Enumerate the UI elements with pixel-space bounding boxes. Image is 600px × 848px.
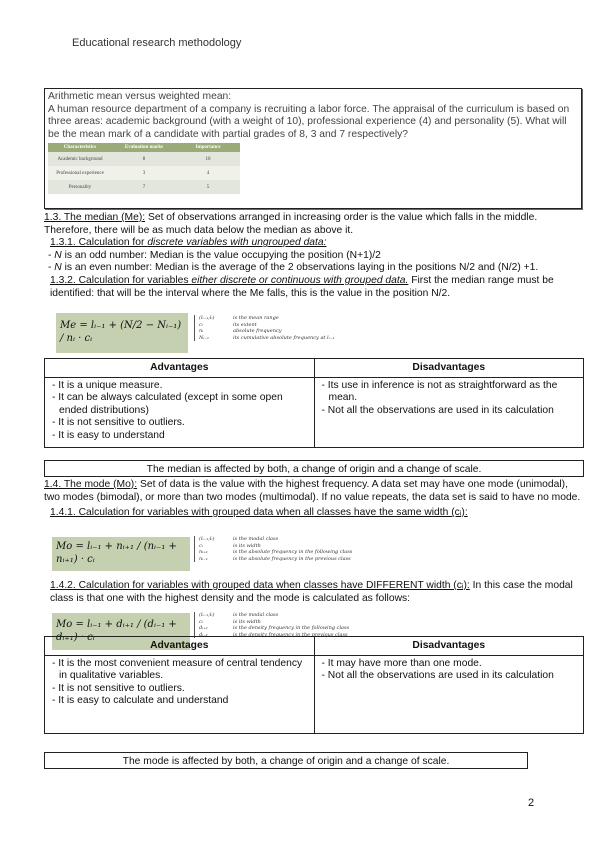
mode-heading: 1.4. The mode (Mo):	[44, 479, 138, 490]
th: Characteristics	[48, 143, 112, 152]
cell: 3	[112, 166, 176, 180]
advantages-header: Advantages	[45, 359, 315, 378]
cell: 5	[176, 180, 240, 194]
subsection-1-3-2	[44, 275, 584, 300]
table-row	[48, 180, 240, 194]
subsection-1-4-2	[44, 580, 584, 605]
list-item: - It is not sensitive to outliers.	[52, 682, 185, 694]
s142-text: In this case the modal class is that one with the highest density and the mode is calculated as follows:	[50, 580, 573, 604]
desc: is the modal class	[233, 536, 279, 542]
page-number: 2	[528, 797, 535, 809]
list-item: - It is easy to calculate and understand	[52, 695, 229, 707]
desc: is its width	[233, 618, 261, 625]
mode-section	[44, 479, 584, 520]
th: Importance	[176, 143, 240, 152]
disadvantages-cell	[314, 378, 584, 448]
disadvantages-cell	[314, 656, 584, 734]
list-item: - It may have more than one mode.	[321, 658, 482, 669]
s131-prefix: 1.3.1. Calculation for	[50, 237, 148, 249]
desc: is the absolute frequency in the following class	[233, 549, 353, 555]
symbol: cᵢ	[199, 618, 203, 625]
table-row	[48, 152, 240, 166]
list-item: - It is not sensitive to outliers.	[52, 417, 185, 429]
cell: Professional experience	[48, 166, 112, 180]
running-header: Educational research methodology	[72, 37, 242, 49]
subsection-1-3-1	[44, 237, 584, 250]
example-title: Arithmetic mean versus weighted mean:	[48, 91, 232, 102]
list-item: - It is a unique measure.	[52, 380, 163, 391]
desc: is the absolute frequency in the previous class	[233, 555, 351, 562]
list-item: - It is easy to understand	[52, 429, 165, 441]
desc: is its width	[233, 542, 261, 549]
desc: is the density frequency in the following class	[233, 625, 350, 631]
median-pros-cons-table	[44, 358, 584, 448]
table-row	[48, 166, 240, 180]
mode-formula-legend-1	[194, 536, 352, 562]
evaluation-table	[48, 143, 240, 194]
desc: its cumulative absolute frequency at lᵢ₋₁	[233, 334, 335, 341]
advantages-cell	[45, 656, 315, 734]
mode-text: Set of data is the value with the highest frequency. A data set may have one mode (unimodal), two modes (bimodal), or more than two modes (multimodal). If no value repeats, the data set is said to have no mode.	[44, 479, 581, 503]
desc: is the modal class	[233, 612, 279, 618]
s132-prefix: 1.3.2. Calculation for variables	[50, 274, 192, 286]
list-item: - Its use in inference is not as straightforward as the mean.	[321, 380, 558, 404]
cell: 8	[112, 152, 176, 166]
median-heading: 1.3. The median (Me):	[44, 212, 146, 223]
subsection-1-4-1: 1.4.1. Calculation for variables with grouped data when all classes have the same width (cᵢ):	[50, 507, 468, 519]
median-text: Set of observations arranged in increasing order is the value which falls in the middle. Therefore, there will be as much data below the median as above it.	[44, 212, 538, 236]
symbol: dᵢ₋₁	[199, 631, 208, 638]
median-formula-legend	[194, 315, 334, 341]
list-item: - Not all the observations are used in its calculation	[321, 404, 554, 416]
symbol: nᵢ₋₁	[199, 555, 208, 562]
n-symbol: N	[54, 262, 62, 274]
median-section	[44, 212, 584, 300]
symbol: cᵢ	[199, 542, 203, 549]
symbol: (lᵢ₋₁;lᵢ)	[199, 612, 215, 618]
mode-note-box: The mode is affected by both, a change of origin and a change of scale.	[44, 752, 528, 769]
cell: 7	[112, 180, 176, 194]
mode-formula-different-width: Mo = lᵢ₋₁ + dᵢ₊₁ / (dᵢ₋₁ + dᵢ₊₁) · cᵢ	[52, 613, 190, 650]
list-item: - Not all the observations are used in its calculation	[321, 670, 554, 682]
symbol: nᵢ₊₁	[199, 549, 208, 555]
s132-text: First the median range must be identified: that will be the interval where the Me falls, this is the value in the position N/2.	[50, 274, 554, 299]
example-text: A human resource department of a company is recruiting a labor force. The appraisal of the curriculum is based on three areas: academic background (with a weight of 10), professional experience (4) and personality (5). What will be the mean mark of a candidate with partial grades of 8, 3 and 7 respectively?	[48, 103, 570, 140]
even-case: - N is an even number: Median is the average of the 2 observations laying in the positions N/2 and (N/2) +1.	[48, 262, 539, 274]
mode-formula-equal-width: Mo = lᵢ₋₁ + nᵢ₊₁ / (nᵢ₋₁ + nᵢ₊₁) · cᵢ	[52, 537, 190, 571]
odd-text: is an odd number: Median is the value occupying the position (N+1)/2	[61, 249, 381, 261]
cell: 4	[176, 166, 240, 180]
symbol: cᵢ	[199, 321, 203, 328]
s131-italic: discrete variables with ungrouped data:	[147, 237, 327, 249]
symbol: dᵢ₊₁	[199, 625, 208, 631]
symbol: Nᵢ₋₁	[199, 334, 210, 341]
cell: Academic background	[48, 152, 112, 166]
mode-formula-legend-2	[194, 612, 349, 638]
desc: its extent	[233, 321, 257, 328]
cell: 10	[176, 152, 240, 166]
s132-italic: either discrete or continuous with grouped data.	[191, 274, 409, 286]
example-box	[44, 88, 582, 209]
mode-intro	[44, 479, 584, 504]
cell: Personality	[48, 180, 112, 194]
median-formula: Me = lᵢ₋₁ + (N/2 − Nᵢ₋₁) / nᵢ · cᵢ	[56, 313, 188, 353]
symbol: nᵢ	[199, 328, 204, 334]
desc: absolute frequency	[233, 328, 282, 334]
list-item: - It is the most convenient measure of central tendency in qualitative variables.	[52, 658, 303, 682]
advantages-cell	[45, 378, 315, 448]
median-intro	[44, 212, 584, 237]
disadvantages-header: Disadvantages	[314, 637, 584, 656]
even-text: is an even number: Median is the average of the 2 observations laying in the positions N/2 and (N/2) +1.	[61, 262, 539, 274]
disadvantages-header: Disadvantages	[314, 359, 584, 378]
advantages-header: Advantages	[45, 637, 315, 656]
desc: is the density frequency in the previous class	[233, 631, 348, 638]
desc: is the mean range	[233, 315, 279, 321]
symbol: (lᵢ₋₁;lᵢ)	[199, 536, 215, 542]
th: Evaluation marks	[112, 143, 176, 152]
n-symbol: N	[54, 249, 62, 261]
list-item: - It can be always calculated (except in some open ended distributions)	[52, 392, 283, 416]
odd-case: - N is an odd number: Median is the value occupying the position (N+1)/2	[48, 249, 381, 261]
symbol: (lᵢ₋₁;lᵢ)	[199, 315, 215, 321]
mode-pros-cons-table	[44, 636, 584, 734]
s142-title: 1.4.2. Calculation for variables with grouped data when classes have DIFFERENT width (cᵢ):	[50, 580, 470, 591]
median-note-box: The median is affected by both, a change of origin and a change of scale.	[44, 460, 584, 477]
